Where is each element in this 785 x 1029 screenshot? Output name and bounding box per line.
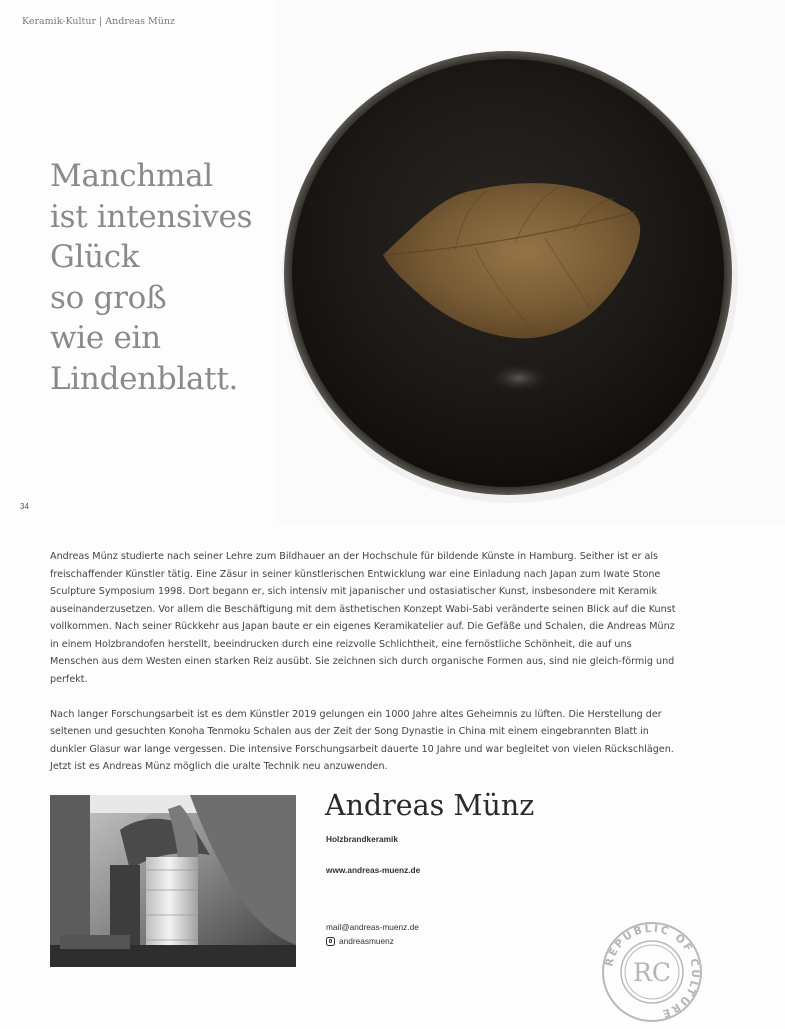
artist-photo xyxy=(50,795,296,967)
running-header: Keramik-Kultur | Andreas Münz xyxy=(22,16,176,27)
svg-text:RC: RC xyxy=(633,958,671,987)
artist-subtitle: Holzbrandkeramik xyxy=(326,834,398,844)
quote-line: ist intensives xyxy=(50,198,253,235)
instagram-handle: andreasmuenz xyxy=(339,936,394,946)
seal-stamp-image xyxy=(600,920,704,1024)
article-body xyxy=(50,548,680,793)
instagram-link[interactable] xyxy=(326,936,394,946)
quote-line: Lindenblatt. xyxy=(50,360,239,397)
paragraph: Nach langer Forschungsarbeit ist es dem Künstler 2019 gelungen ein 1000 Jahre altes Geheimnis zu lüften. Die Herstellung der seltenen und gesuchten Konoha Tenmoku Schalen aus der Zeit der Song Dynastie in China mit einem eingebrannten Blatt in dunkler Glasur war lange vergessen. Die intensive Forschungsarbeit dauerte 10 Jahre und war begleitet von vielen Rückschlägen. Jetzt ist es Andreas Münz möglich die uralte Technik neu anzuwenden. xyxy=(50,708,674,772)
quote-line: Manchmal xyxy=(50,158,213,194)
paragraph: Andreas Münz studierte nach seiner Lehre zum Bildhauer an der Hochschule für bildende Künste in Hamburg. Seither ist er als freischaffender Künstler tätig. Eine Zäsur in seiner künstlerischen Entwicklung war eine Einladung nach Japan zum Iwate Stone Sculpture Symposium 1998. Dort begann er, sich intensiv mit japanischer und ostasiatischer Kunst, insbesondere mit Keramik auseinanderzusetzen. Vor allem die Beschäftigung mit dem ästhetischen Konzept Wabi-Sabi veränderte seinen Blick auf die Kunst vollkommen. Nach seiner Rückkehr aus Japan baute er ein eigenes Keramikatelier auf. Die Gefäße und Schalen, die Andreas Münz in einem Holzbrandofen herstellt, beeindrucken durch eine reizvolle Schlichtheit, eine fernöstliche Schönheit, die auf uns Menschen aus dem Westen einen starken Reiz ausübt. Sie zeichnen sich durch organische Formen aus, sind nie gleich-förmig und perfekt. xyxy=(50,551,676,685)
tenmoku-bowl-image xyxy=(275,0,785,525)
quote-line: wie ein xyxy=(50,320,161,356)
bowl-photo xyxy=(275,0,785,525)
pull-quote xyxy=(50,156,285,399)
quote-line: so groß xyxy=(50,279,167,316)
quote-line: Glück xyxy=(50,239,140,275)
email-link[interactable]: mail@andreas-muenz.de xyxy=(326,922,419,932)
instagram-icon xyxy=(326,937,335,946)
page-number: 34 xyxy=(20,502,29,511)
website-link[interactable]: www.andreas-muenz.de xyxy=(326,865,421,875)
artist-at-wheel-image xyxy=(50,795,296,967)
svg-text:REPUBLIC OF CULTURE: REPUBLIC OF CULTURE xyxy=(603,922,702,1021)
republic-of-culture-seal xyxy=(600,920,704,1024)
artist-name: Andreas Münz xyxy=(325,789,535,822)
